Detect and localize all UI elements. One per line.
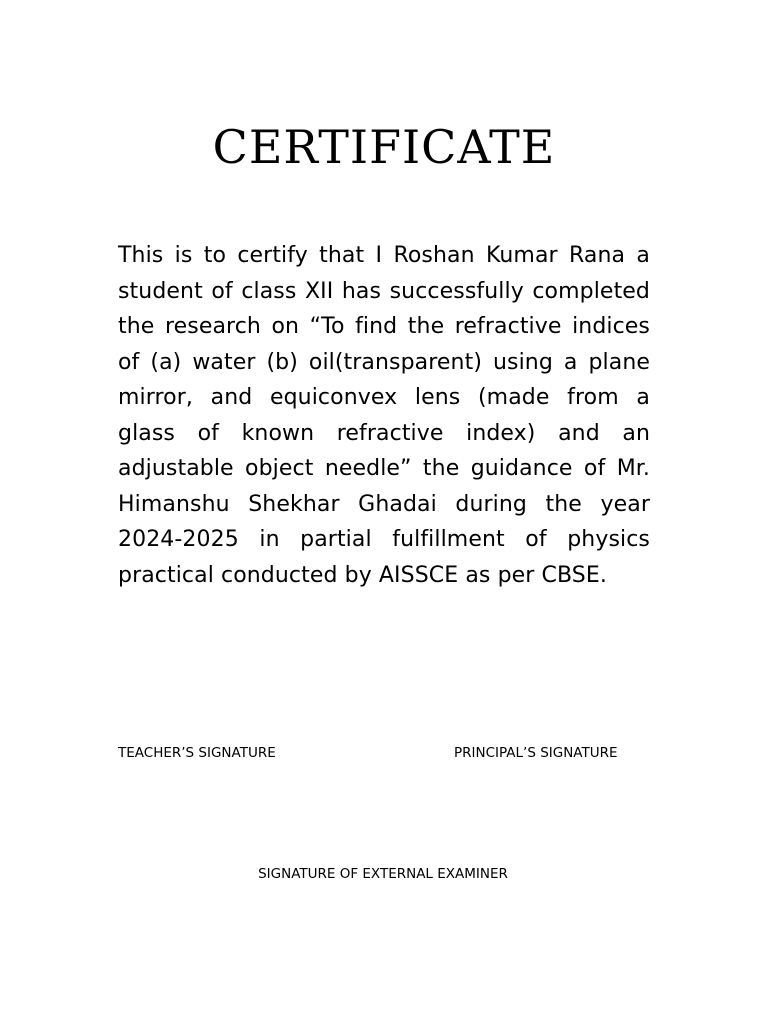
principal-signature-label: PRINCIPAL’S SIGNATURE (454, 745, 618, 761)
certificate-body-text: This is to certify that I Roshan Kumar Rana a student of class XII has successfully completed the research on “To find the refractive indices of (a) water (b) oil(transparent) using a plane mirror, and equiconvex lens (made from a glass of known refractive index) and an adjustable object needle” the guidance of Mr. Himanshu Shekhar Ghadai during the year 2024-2025 in partial fulfillment of physics practical conducted by AISSCE as per CBSE. (118, 243, 650, 588)
certificate-title: CERTIFICATE (212, 120, 556, 174)
external-examiner-signature-label: SIGNATURE OF EXTERNAL EXAMINER (258, 866, 508, 882)
teacher-signature-label: TEACHER’S SIGNATURE (118, 745, 276, 761)
